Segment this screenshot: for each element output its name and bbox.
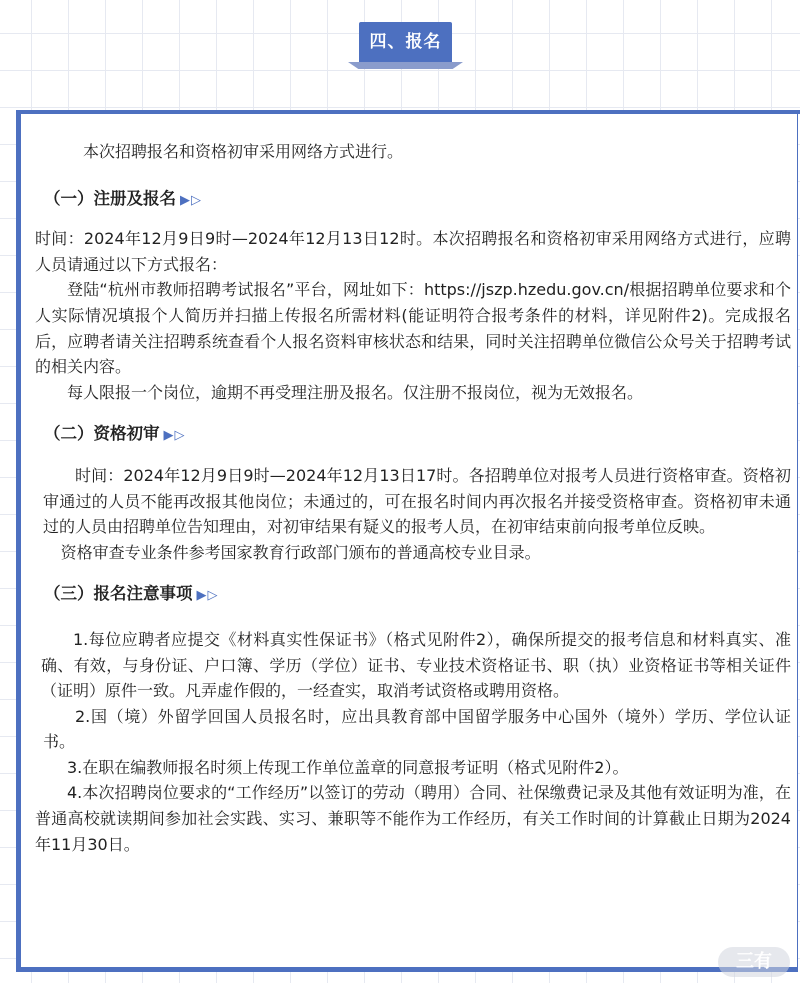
section-title: 四、报名 [359, 22, 452, 62]
section1-limit-paragraph: 每人限报一个岗位，逾期不再受理注册及报名。仅注册不报岗位，视为无效报名。 [67, 382, 644, 402]
section3-heading [44, 581, 791, 609]
watermark-logo: 三有 [718, 947, 790, 977]
notice-item-1: 1.每位应聘者应提交《材料真实性保证书》（格式见附件2），确保所提交的报考信息和材料真实、准确、有效，与身份证、户口簿、学历（学位）证书、专业技术资格证书、职（执）业资格证书等相关证件（证明）原件一致。凡弄虚作假的，一经查实，取消考试资格或聘用资格。 [41, 629, 791, 701]
section2-title: （二）资格初审 [44, 424, 160, 444]
section2-major-paragraph: 资格审查专业条件参考国家教育行政部门颁布的普通高校专业目录。 [60, 542, 541, 562]
section1-heading [44, 186, 791, 214]
notice-item-2: 2.国（境）外留学回国人员报名时，应出具教育部中国留学服务中心国外（境外）学历、学位认证书。 [43, 706, 791, 752]
article-body [35, 139, 791, 857]
section1-title: （一）注册及报名 [44, 188, 176, 208]
ribbon-decoration [348, 62, 463, 69]
section1-url-paragraph: 登陆“杭州市教师招聘考试报名”平台，网址如下：https://jszp.hzedu.gov.cn/根据招聘单位要求和个人实际情况填报个人简历并扫描上传报名所需材料(能证明符合报考条件的材料，详见附件2)。完成报名后，应聘者请关注招聘系统查看个人报名资料审核状态和结果，同时关注招聘单位微信公众号关于招聘考试的相关内容。 [35, 280, 791, 377]
section2-time-paragraph: 时间：2024年12月9日9时—2024年12月13日17时。各招聘单位对报考人员进行资格审查。资格初审通过的人员不能再改报其他岗位；未通过的，可在报名时间内再次报名并接受资格审查。资格初审未通过的人员由招聘单位告知理由，对初审结果有疑义的报考人员，在初审结束前向报考单位反映。 [43, 465, 791, 537]
arrow-icon: ▶▷ [196, 588, 219, 604]
section-header [0, 22, 800, 70]
notice-item-4: 4.本次招聘岗位要求的“工作经历”以签订的劳动（聘用）合同、社保缴费记录及其他有效证明为准，在普通高校就读期间参加社会实践、实习、兼职等不能作为工作经历，有关工作时间的计算截止日期为2024年11月30日。 [35, 783, 791, 854]
section3-title: （三）报名注意事项 [44, 584, 193, 604]
section1-time-paragraph: 时间：2024年12月9日9时—2024年12月13日12时。本次招聘报名和资格初审采用网络方式进行，应聘人员请通过以下方式报名： [35, 229, 791, 274]
notice-item-3: 3.在职在编教师报名时须上传现工作单位盖章的同意报考证明（格式见附件2）。 [67, 757, 629, 777]
arrow-icon: ▶▷ [163, 428, 186, 444]
card-top-border [16, 110, 800, 114]
arrow-icon: ▶▷ [180, 192, 202, 208]
content-card [16, 110, 798, 972]
section2-heading [44, 421, 791, 449]
intro-paragraph: 本次招聘报名和资格初审采用网络方式进行。 [83, 142, 404, 161]
